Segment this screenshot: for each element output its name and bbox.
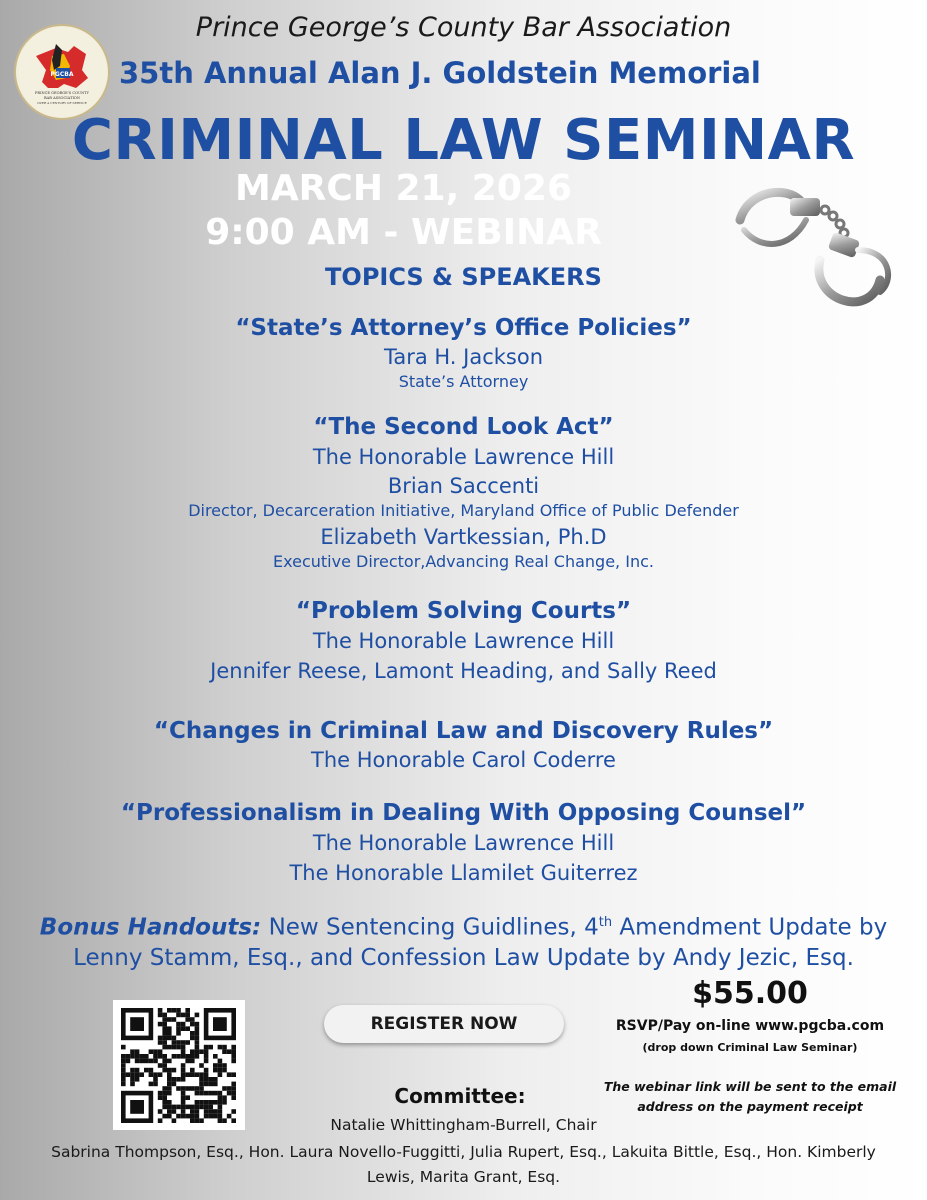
committee-heading: Committee: [394,1084,526,1108]
price: $55.00 [692,976,808,1011]
bonus-text-part-a: New Sentencing Guidlines, 4 [268,914,599,941]
topic-title: “Changes in Criminal Law and Discovery Rules” [153,718,774,744]
webinar-link-note: The webinar link will be sent to the email address on the payment receipt [603,1079,897,1114]
bonus-text-part-b: Amendment Update by Lenny Stamm, Esq., and Confession Law Update by Andy Jezic, Esq. [73,914,888,971]
topics-heading: TOPICS & SPEAKERS [325,263,602,291]
topic-role: State’s Attorney [398,372,529,391]
organization-name: Prince George’s County Bar Association [195,12,732,43]
topic-block [0,800,927,889]
bonus-label: Bonus Handouts: [39,914,262,941]
topic-title: “Professionalism in Dealing With Opposing Counsel” [120,800,807,826]
topic-block [0,598,927,687]
bonus-handouts [30,908,897,973]
topic-role: Executive Director,Advancing Real Change, Inc. [273,552,654,571]
topic-speaker: The Honorable Lawrence Hill [312,445,615,469]
topic-speaker: The Honorable Lawrence Hill [312,831,615,855]
bonus-superscript: th [598,915,613,930]
handcuffs-icon [730,180,910,320]
topic-role: Director, Decarceration Initiative, Maryland Office of Public Defender [188,501,739,520]
event-date: MARCH 21, 2026 [235,168,572,209]
topic-speaker: Jennifer Reese, Lamont Heading, and Sally Reed [210,659,717,683]
topic-speaker: Tara H. Jackson [383,345,544,369]
event-time: 9:00 AM - WEBINAR [205,212,602,253]
committee-chair: Natalie Whittingham-Burrell, Chair [330,1116,597,1134]
memorial-subtitle: 35th Annual Alan J. Goldstein Memorial [119,56,761,90]
seal-line-1: PRINCE GEORGE'S COUNTY [34,91,90,95]
topic-speaker: The Honorable Llamilet Guiterrez [289,861,638,885]
rsvp-note: (drop down Criminal Law Seminar) [642,1041,858,1054]
topic-block [0,315,927,394]
topic-title: “State’s Attorney’s Office Policies” [235,315,692,341]
topic-speaker: The Honorable Lawrence Hill [312,629,615,653]
topic-block [0,414,927,574]
topic-title: “The Second Look Act” [313,414,614,440]
seal-line-3: OVER A CENTURY OF SERVICE [37,101,87,105]
rsvp-text: RSVP/Pay on-line www.pgcba.com [615,1018,885,1034]
topic-title: “Problem Solving Courts” [295,598,632,624]
topic-block [0,718,927,776]
seal-line-2: BAR ASSOCIATION [44,96,80,100]
seminar-title: CRIMINAL LAW SEMINAR [71,108,856,173]
qr-code-icon[interactable] [113,1000,245,1130]
svg-text:PGCBA: PGCBA [50,71,74,78]
register-now-button[interactable]: REGISTER NOW [324,1005,564,1043]
committee-members: Sabrina Thompson, Esq., Hon. Laura Novello-Fuggitti, Julia Rupert, Esq., Lakuita Bittle, Esq., Hon. Kimberly Lewis, Marita Grant, Esq. [51,1143,876,1186]
topic-speaker: The Honorable Carol Coderre [311,748,616,772]
topic-speaker: Brian Saccenti [387,474,540,498]
topic-speaker: Elizabeth Vartkessian, Ph.D [320,525,607,549]
